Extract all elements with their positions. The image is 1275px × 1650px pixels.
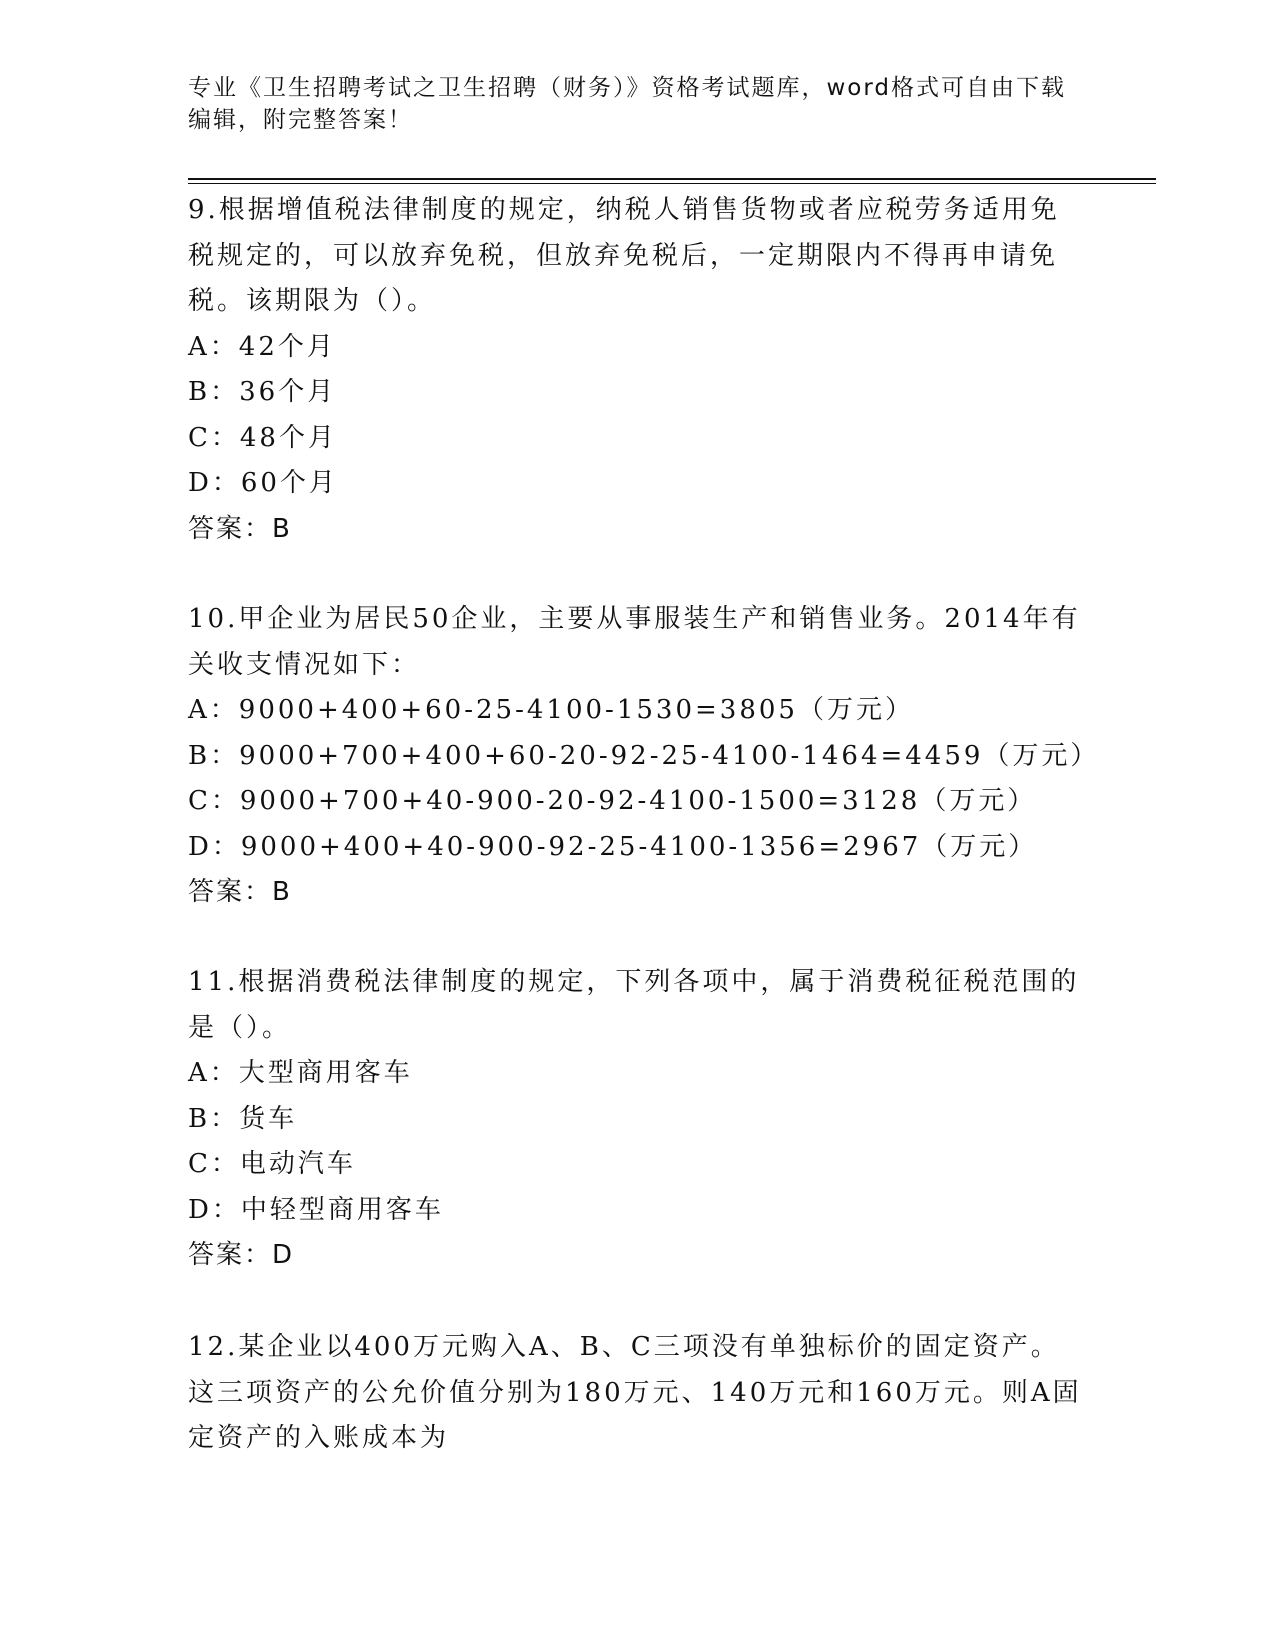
answer: 答案：B: [188, 877, 292, 907]
option-d: D：60个月: [188, 468, 338, 498]
option-a: A：42个月: [188, 331, 336, 362]
option-c: C：电动汽车: [188, 1149, 356, 1179]
option-b: B：9000+700+400+60-20-92-25-4100-1464=4459（万元）: [188, 740, 1100, 771]
answer: 答案：D: [188, 1240, 295, 1270]
question-10: [188, 597, 1100, 916]
question-stem: 9.根据增值税法律制度的规定，纳税人销售货物或者应税劳务适用免税规定的，可以放弃免税，但放弃免税后，一定期限内不得再申请免税。该期限为（）。: [188, 195, 1060, 316]
question-stem: 12.某企业以400万元购入A、B、C三项没有单独标价的固定资产。这三项资产的公允价值分别为180万元、140万元和160万元。则A固定资产的入账成本为: [188, 1332, 1082, 1453]
option-b: B：货车: [188, 1103, 298, 1134]
option-a: A：大型商用客车: [188, 1058, 413, 1088]
question-9: [188, 188, 1088, 552]
option-c: C：48个月: [188, 422, 337, 453]
option-d: D：9000+400+40-900-92-25-4100-1356=2967（万元）: [188, 831, 1038, 862]
option-d: D：中轻型商用客车: [188, 1194, 444, 1225]
question-stem: 10.甲企业为居民50企业，主要从事服装生产和销售业务。2014年有关收支情况如下：: [188, 604, 1081, 680]
question-stem: 11.根据消费税法律制度的规定，下列各项中，属于消费税征税范围的是（）。: [188, 967, 1080, 1043]
question-11: [188, 960, 1088, 1279]
page-header: 专业《卫生招聘考试之卫生招聘（财务）》资格考试题库，word格式可自由下载编辑，附完整答案！: [188, 75, 1067, 133]
option-a: A：9000+400+60-25-4100-1530=3805（万元）: [188, 695, 914, 725]
option-b: B：36个月: [188, 377, 337, 407]
option-c: C：9000+700+40-900-20-92-4100-1500=3128（万元）: [188, 786, 1037, 816]
header-divider: [188, 178, 1156, 184]
answer: 答案：B: [188, 513, 292, 544]
question-12: [188, 1325, 1088, 1462]
